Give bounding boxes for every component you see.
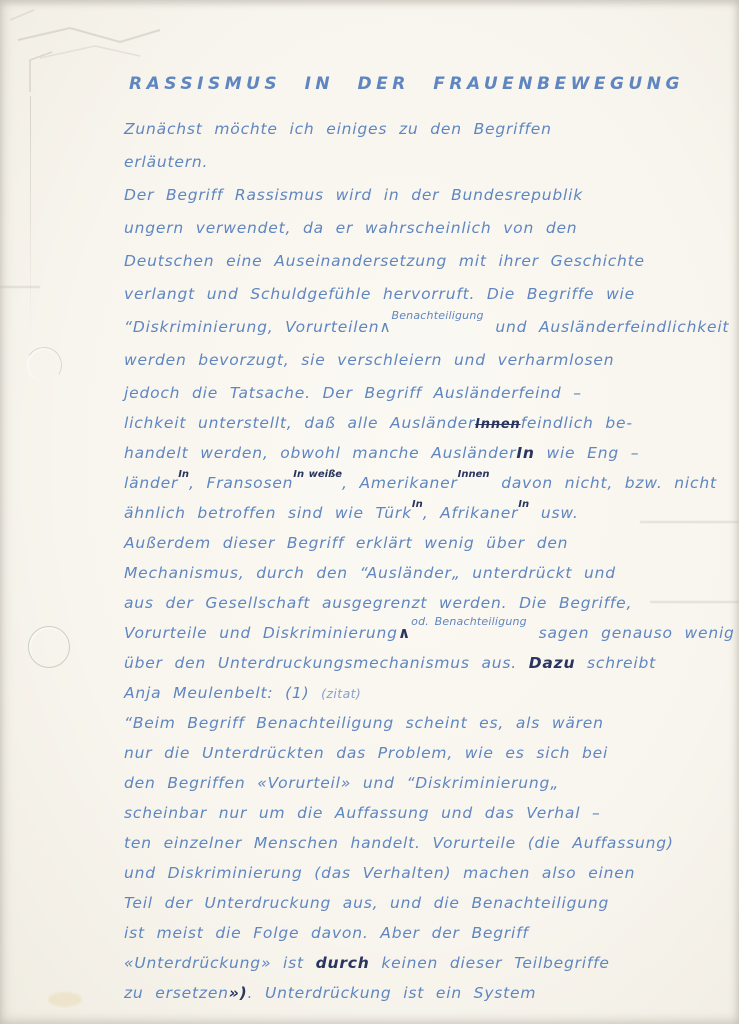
handwritten-text: aus der Gesellschaft ausgegrenzt werden. Die Begriffe, [124,594,633,612]
handwritten-text: werden bevorzugt, sie verschleiern und verharmlosen [124,351,615,369]
handwritten-text: sagen genauso wenig [526,624,735,642]
handwritten-text: , Afrikaner [422,504,519,522]
handwritten-text: “Beim Begriff Benachteiligung scheint es, als wären [124,714,604,732]
handwritten-text: Teil der Unterdruckung aus, und die Benachteiligung [124,894,610,912]
handwritten-text: den Begriffen «Vorurteil» und “Diskriminierung„ [124,774,560,792]
text-line [124,221,719,254]
handwritten-text: . Unterdrückung ist ein System [247,984,537,1002]
handwritten-text: erläutern. [124,153,209,171]
handwritten-text: keinen dieser Teilbegriffe [369,954,610,972]
handwritten-text: wie Eng – [534,444,640,462]
text-line [124,746,719,776]
insertion-above-dark: In [178,469,190,480]
text-line [124,155,719,188]
text-line [124,536,719,566]
document-body [124,120,735,1016]
text-line [124,499,719,536]
handwritten-text: Zunächst möchte ich einiges zu den Begriffen [124,120,552,138]
handwritten-text: zu ersetzen [124,984,229,1002]
handwritten-text: Der Begriff Rassismus wird in der Bundesrepublik [124,186,584,204]
text-line [124,776,719,806]
text-line [124,188,719,221]
handwritten-text: , Amerikaner [342,474,458,492]
handwritten-text: verlangt und Schuldgefühle hervorruft. Die Begriffe wie [124,285,636,303]
scan-streak [0,286,40,288]
ink-correction: ∧ [397,624,412,642]
hole-punch-upper [23,344,66,387]
handwritten-text: Außerdem dieser Begriff erklärt wenig über den [124,534,569,552]
ink-correction: ») [228,984,248,1002]
text-line [124,122,719,155]
handwritten-text: Mechanismus, durch den “Ausländer„ unterdrückt und [124,564,616,582]
text-line [124,896,719,926]
handwritten-text: Anja Meulenbelt: (1) [124,684,322,702]
handwritten-text: usw. [529,504,579,522]
handwritten-text: jedoch die Tatsache. Der Begriff Ausländerfeind – [124,384,582,402]
handwritten-text: handelt werden, obwohl manche Ausländer [124,444,517,462]
text-line [124,926,719,956]
text-line [124,836,719,866]
text-line [124,656,719,686]
text-line [124,686,719,716]
text-line [124,866,719,896]
ink-correction: durch [315,954,370,972]
handwritten-text: feindlich be- [520,414,633,432]
insertion-above-dark: In [518,499,530,510]
handwritten-text: scheinbar nur um die Auffassung und das Verhal – [124,804,601,822]
stain-bottom-left [48,992,82,1007]
insertion-above-dark: In [411,499,423,510]
crossed-out-correction: Innen [475,417,521,432]
handwritten-text: über den Unterdruckungsmechanismus aus. [124,654,529,672]
text-line [124,566,719,596]
fold-line [30,96,31,346]
text-line [124,386,719,416]
handwritten-text: ungern verwendet, da er wahrscheinlich von den [124,219,578,237]
text-line [124,716,719,746]
text-line [124,416,719,446]
handwritten-text: schreibt [575,654,657,672]
handwritten-text: «Unterdrückung» ist [124,954,316,972]
text-line [124,806,719,836]
handwritten-text: und Diskriminierung (das Verhalten) machen also einen [124,864,636,882]
handwritten-text: “Diskriminierung, Vorurteilen∧ [124,318,392,336]
hole-punch-lower [28,626,70,668]
ink-correction: Dazu [528,654,576,672]
handwritten-text: ten einzelner Menschen handelt. Vorurteile (die Auffassung) [124,834,674,852]
handwritten-text: davon nicht, bzw. nicht [489,474,717,492]
handwritten-text: Vorurteile und Diskriminierung [124,624,398,642]
document-title: RASSISMUS IN DER FRAUENBEWEGUNG [129,74,684,94]
text-line [124,615,735,656]
handwritten-text: und Ausländerfeindlichkeit [483,318,730,336]
handwritten-text: Deutschen eine Auseinandersetzung mit ihrer Geschichte [124,252,645,270]
handwritten-text: nur die Unterdrückten das Problem, wie es sich bei [124,744,609,762]
ink-correction: In [516,444,535,462]
text-line [124,309,730,353]
text-line [124,986,719,1016]
handwritten-text: ist meist die Folge davon. Aber der Begriff [124,924,529,942]
handwritten-text: , Fransosen [189,474,294,492]
staple-crease-mark [0,0,180,120]
handwritten-text: lichkeit unterstellt, daß alle Ausländer [124,414,476,432]
handwritten-text: länder [124,474,179,492]
handwritten-text: ähnlich betroffen sind wie Türk [124,504,412,522]
text-line [124,446,719,476]
insertion-above-dark: In weiße [293,469,343,480]
text-line [124,353,719,386]
insertion-above-dark: Innen [457,469,490,480]
insertion-above: Benachteiligung [391,309,484,322]
insertion-above: od. Benachteiligung [411,615,527,628]
annotation-small: (zitat) [321,686,362,701]
text-line [124,956,719,986]
text-line [124,254,719,287]
